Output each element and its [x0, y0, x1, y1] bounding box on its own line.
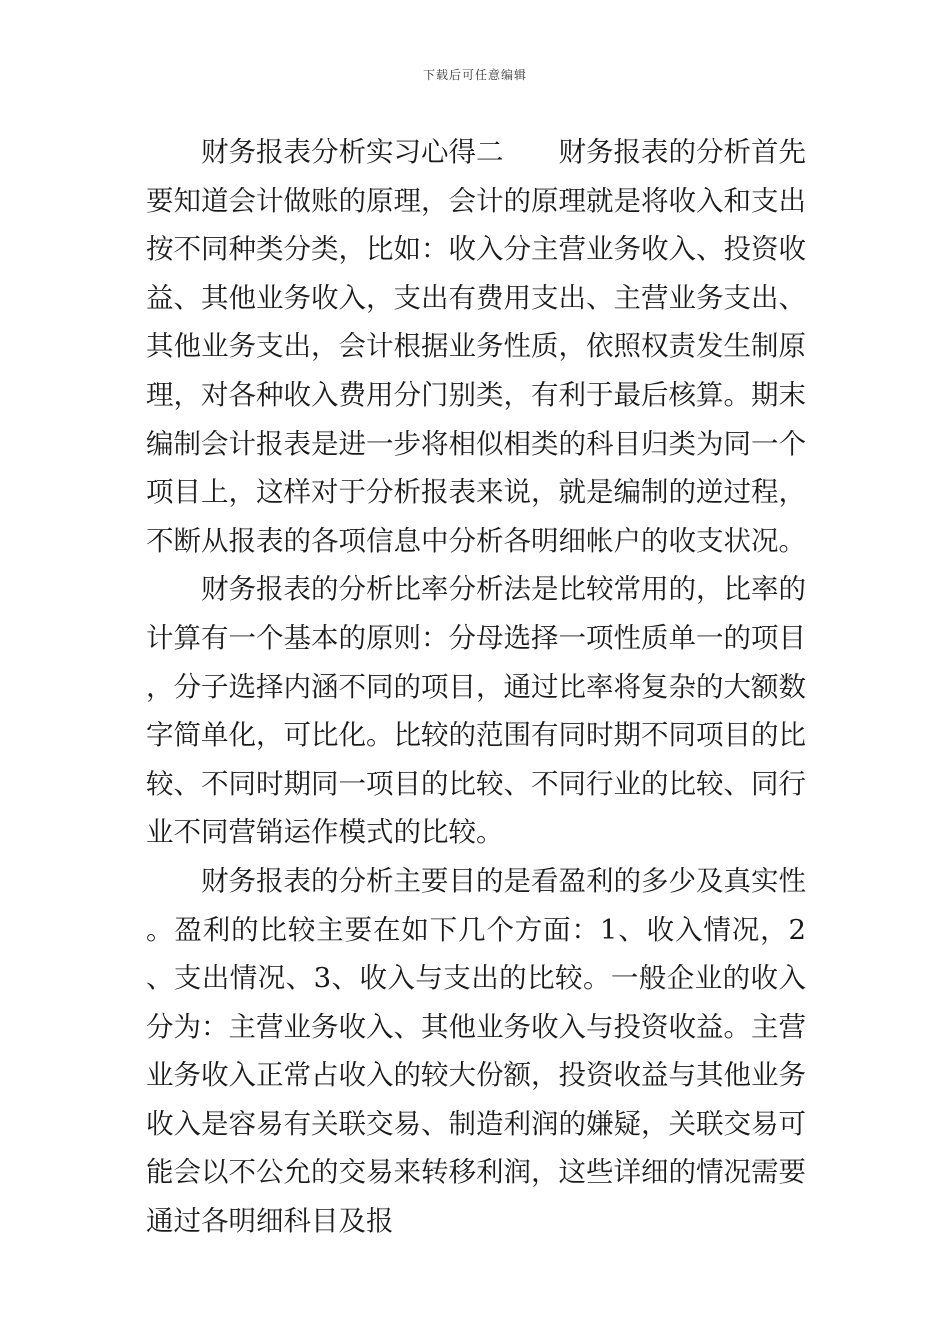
paragraph-1: 财务报表分析实习心得二 财务报表的分析首先要知道会计做账的原理，会计的原理就是将收入和支出按不同种类分类，比如：收入分主营业务收入、投资收益、其他业务收入，支出有费用支出、主营业务支出、其他业务支出，会计根据业务性质，依照权责发生制原理，对各种收入费用分门别类，有利于最后核算。期末编制会计报表是进一步将相似相类的科目归类为同一个项目上，这样对于分析报表来说，就是编制的逆过程，不断从报表的各项信息中分析各明细帐户的收支状况。 [146, 136, 806, 557]
paragraph-3: 财务报表的分析主要目的是看盈利的多少及真实性。盈利的比较主要在如下几个方面：1、收入情况，2、支出情况、3、收入与支出的比较。一般企业的收入分为：主营业务收入、其他业务收入与投资收益。主营业务收入正常占收入的较大份额，投资收益与其他业务收入是容易有关联交易、制造利润的嫌疑，关联交易可能会以不公允的交易来转移利润，这些详细的情况需要通过各明细科目及报 [146, 864, 806, 1238]
header-note: 下载后可任意编辑 [422, 68, 527, 82]
paragraph-2: 财务报表的分析比率分析法是比较常用的，比率的计算有一个基本的原则：分母选择一项性质单一的项目，分子选择内涵不同的项目，通过比率将复杂的大额数字简单化，可比化。比较的范围有同时期不同项目的比较、不同时期同一项目的比较、不同行业的比较、同行业不同营销运作模式的比较。 [146, 573, 806, 849]
document-body [146, 128, 806, 1246]
